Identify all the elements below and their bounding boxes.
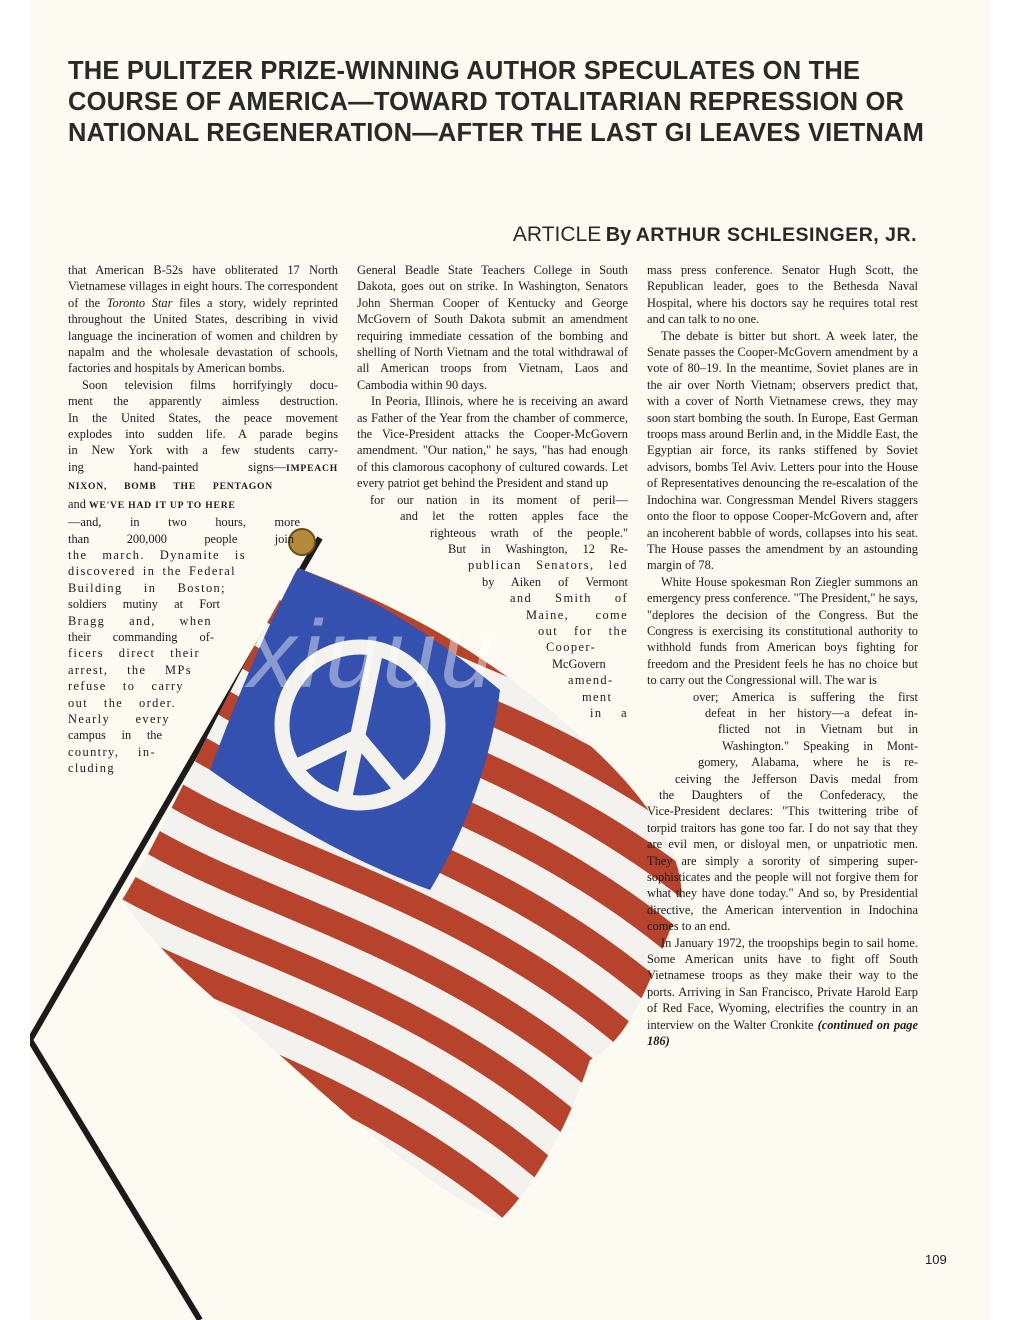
col3-paragraph-4: In January 1972, the troopships begin to sail home. Some American units have to fight off South Vietnamese troops as they make their way to the ports. Arriving in San Francisco, Private Harold Earp of Red Face, Wyoming, electrifies the country in an interview on the Walter Cronkite (continued on page 186) <box>647 935 918 1049</box>
sign-text-3: WE'VE HAD IT UP TO HERE <box>89 499 236 511</box>
page-number: 109 <box>925 1252 947 1267</box>
byline-by: By <box>605 224 632 246</box>
col1-wrapped-text: —and, in two hours, more than 200,000 people join the march. Dynamite is discovered in the Federal Building in Boston; soldiers mutiny at Fort Bragg and, when their commanding of- ficers direct their arrest, the MPs refuse to carry out the order. Nearly every campus in the country, in- cluding <box>68 515 300 776</box>
col3-paragraph-1: mass press conference. Senator Hugh Scott, the Republican leader, goes to the Bethesda Naval Hospital, where his doctors say he requires total rest and can talk to no one. <box>647 263 918 327</box>
headline-line-3: NATIONAL REGENERATION—AFTER THE LAST GI LEAVES VIETNAM <box>68 119 925 147</box>
col3-wrapped-text: over; America is suffering the first defeat in her history—a defeat in- flicted not in Vietnam but in Washington." Speaking in Mont- gomery, Alabama, where he is re- ceiving the Jefferson Davis medal from the Daughters of the Confederacy, the <box>659 689 918 802</box>
byline <box>462 223 917 247</box>
sign-text-1: IMPEACH <box>286 462 338 474</box>
col1-paragraph-1: that American B-52s have obliterated 17 North Vietnamese villages in eight hours. The correspondent of the Toronto Star files a story, widely reprinted throughout the United States, describing in vivid language the incineration of women and children by napalm and the wholesale devastation of schools, factories and hospitals by American bombs. <box>68 263 338 376</box>
col1-paragraph-2: Soon television films horrifyingly docu- ment the apparently aimless destruction. In the United States, the peace movement explodes into sudden life. A parade begins in New York with a few students carry- ing hand-painted signs—IMPEACH NIXON, BOMB THE PENTAGON and WE'VE HAD IT UP TO HERE <box>68 377 338 511</box>
headline-line-1: THE PULITZER PRIZE-WINNING AUTHOR SPECULATES ON THE <box>68 57 861 85</box>
col2-paragraph-1: General Beadle State Teachers College in South Dakota, goes out on strike. In Washington, Senators John Sherman Cooper of Kentucky and George McGovern of South Dakota submit an amendment requiring immediate cessation of the bombing and shelling of North Vietnam and the total withdrawal of all American troops from Vietnam, Laos and Cambodia within 90 days. <box>357 263 628 392</box>
col3-paragraph-3-cont: Vice-President declares: "This twittering tribe of torpid traitors has gone too far. I do not say that they are evil men, or disloyal men, or unpatriotic men. They are simply a sorority of simpering super-sophisticates and the people will not forgive them for what they have done today." And so, by Presidential directive, the American intervention in Indochina comes to an end. <box>647 804 918 934</box>
flagpole-lower <box>30 1040 200 1320</box>
col2-paragraph-2: In Peoria, Illinois, where he is receiving an award as Father of the Year from the chamber of commerce, the Vice-President attacks the Cooper-McGovern amendment. "Our nation," he says, "has had enough of this clamorous cacophony of cultured cowards. Let every patriot get behind the President and stand up <box>357 394 628 491</box>
article-column-3 <box>647 262 918 1050</box>
article-column-2 <box>357 262 628 721</box>
continued-note: (continued on page 186) <box>647 1017 918 1049</box>
headline <box>68 56 948 149</box>
article-label: ARTICLE <box>512 223 602 246</box>
author-name: ARTHUR SCHLESINGER, JR. <box>635 224 917 246</box>
watermark: xiuuu <box>248 601 498 708</box>
article-column-1 <box>68 262 338 777</box>
sign-text-2: NIXON, BOMB THE PENTAGON <box>68 481 273 493</box>
col3-paragraph-3: White House spokesman Ron Ziegler summons an emergency press conference. "The President," he says, "deplores the decision of the Congress. But the Congress is exercising its constitutional authority to withhold funds from American boys fighting for freedom and the President feels he has no choice but to carry out the Congressional will. The war is <box>647 574 918 688</box>
headline-line-2: COURSE OF AMERICA—TOWARD TOTALITARIAN REPRESSION OR <box>68 88 905 116</box>
magazine-page <box>30 0 990 1320</box>
col3-paragraph-2: The debate is bitter but short. A week later, the Senate passes the Cooper-McGovern amendment by a vote of 80–19. In the meantime, Soviet planes are in the air over North Vietnam; observers predict that, with a cover of North Vietnamese crews, they may soon start bombing the south. In Europe, East German troops mass around Berlin and, in the Middle East, the Egyptian air force, its ranks stiffened by Soviet advisors, bombs Tel Aviv. Letters pour into the House of Representatives denouncing the re-escalation of the Indochina war. Congressman Mendel Rivers staggers onto the floor to oppose Cooper-McGovern and, after an incoherent babble of words, collapses into his seat. The House passes the amendment by an astounding margin of 78. <box>647 328 918 573</box>
newspaper-name: Toronto Star <box>106 295 173 310</box>
col2-wrapped-text: for our nation in its moment of peril— and let the rotten apples face the righteous wrath of the people." But in Washington, 12 Re- publican Senators, led by Aiken of Vermont and Smith of Maine, come out for the Cooper- McGovern amend- ment in a <box>370 492 628 720</box>
